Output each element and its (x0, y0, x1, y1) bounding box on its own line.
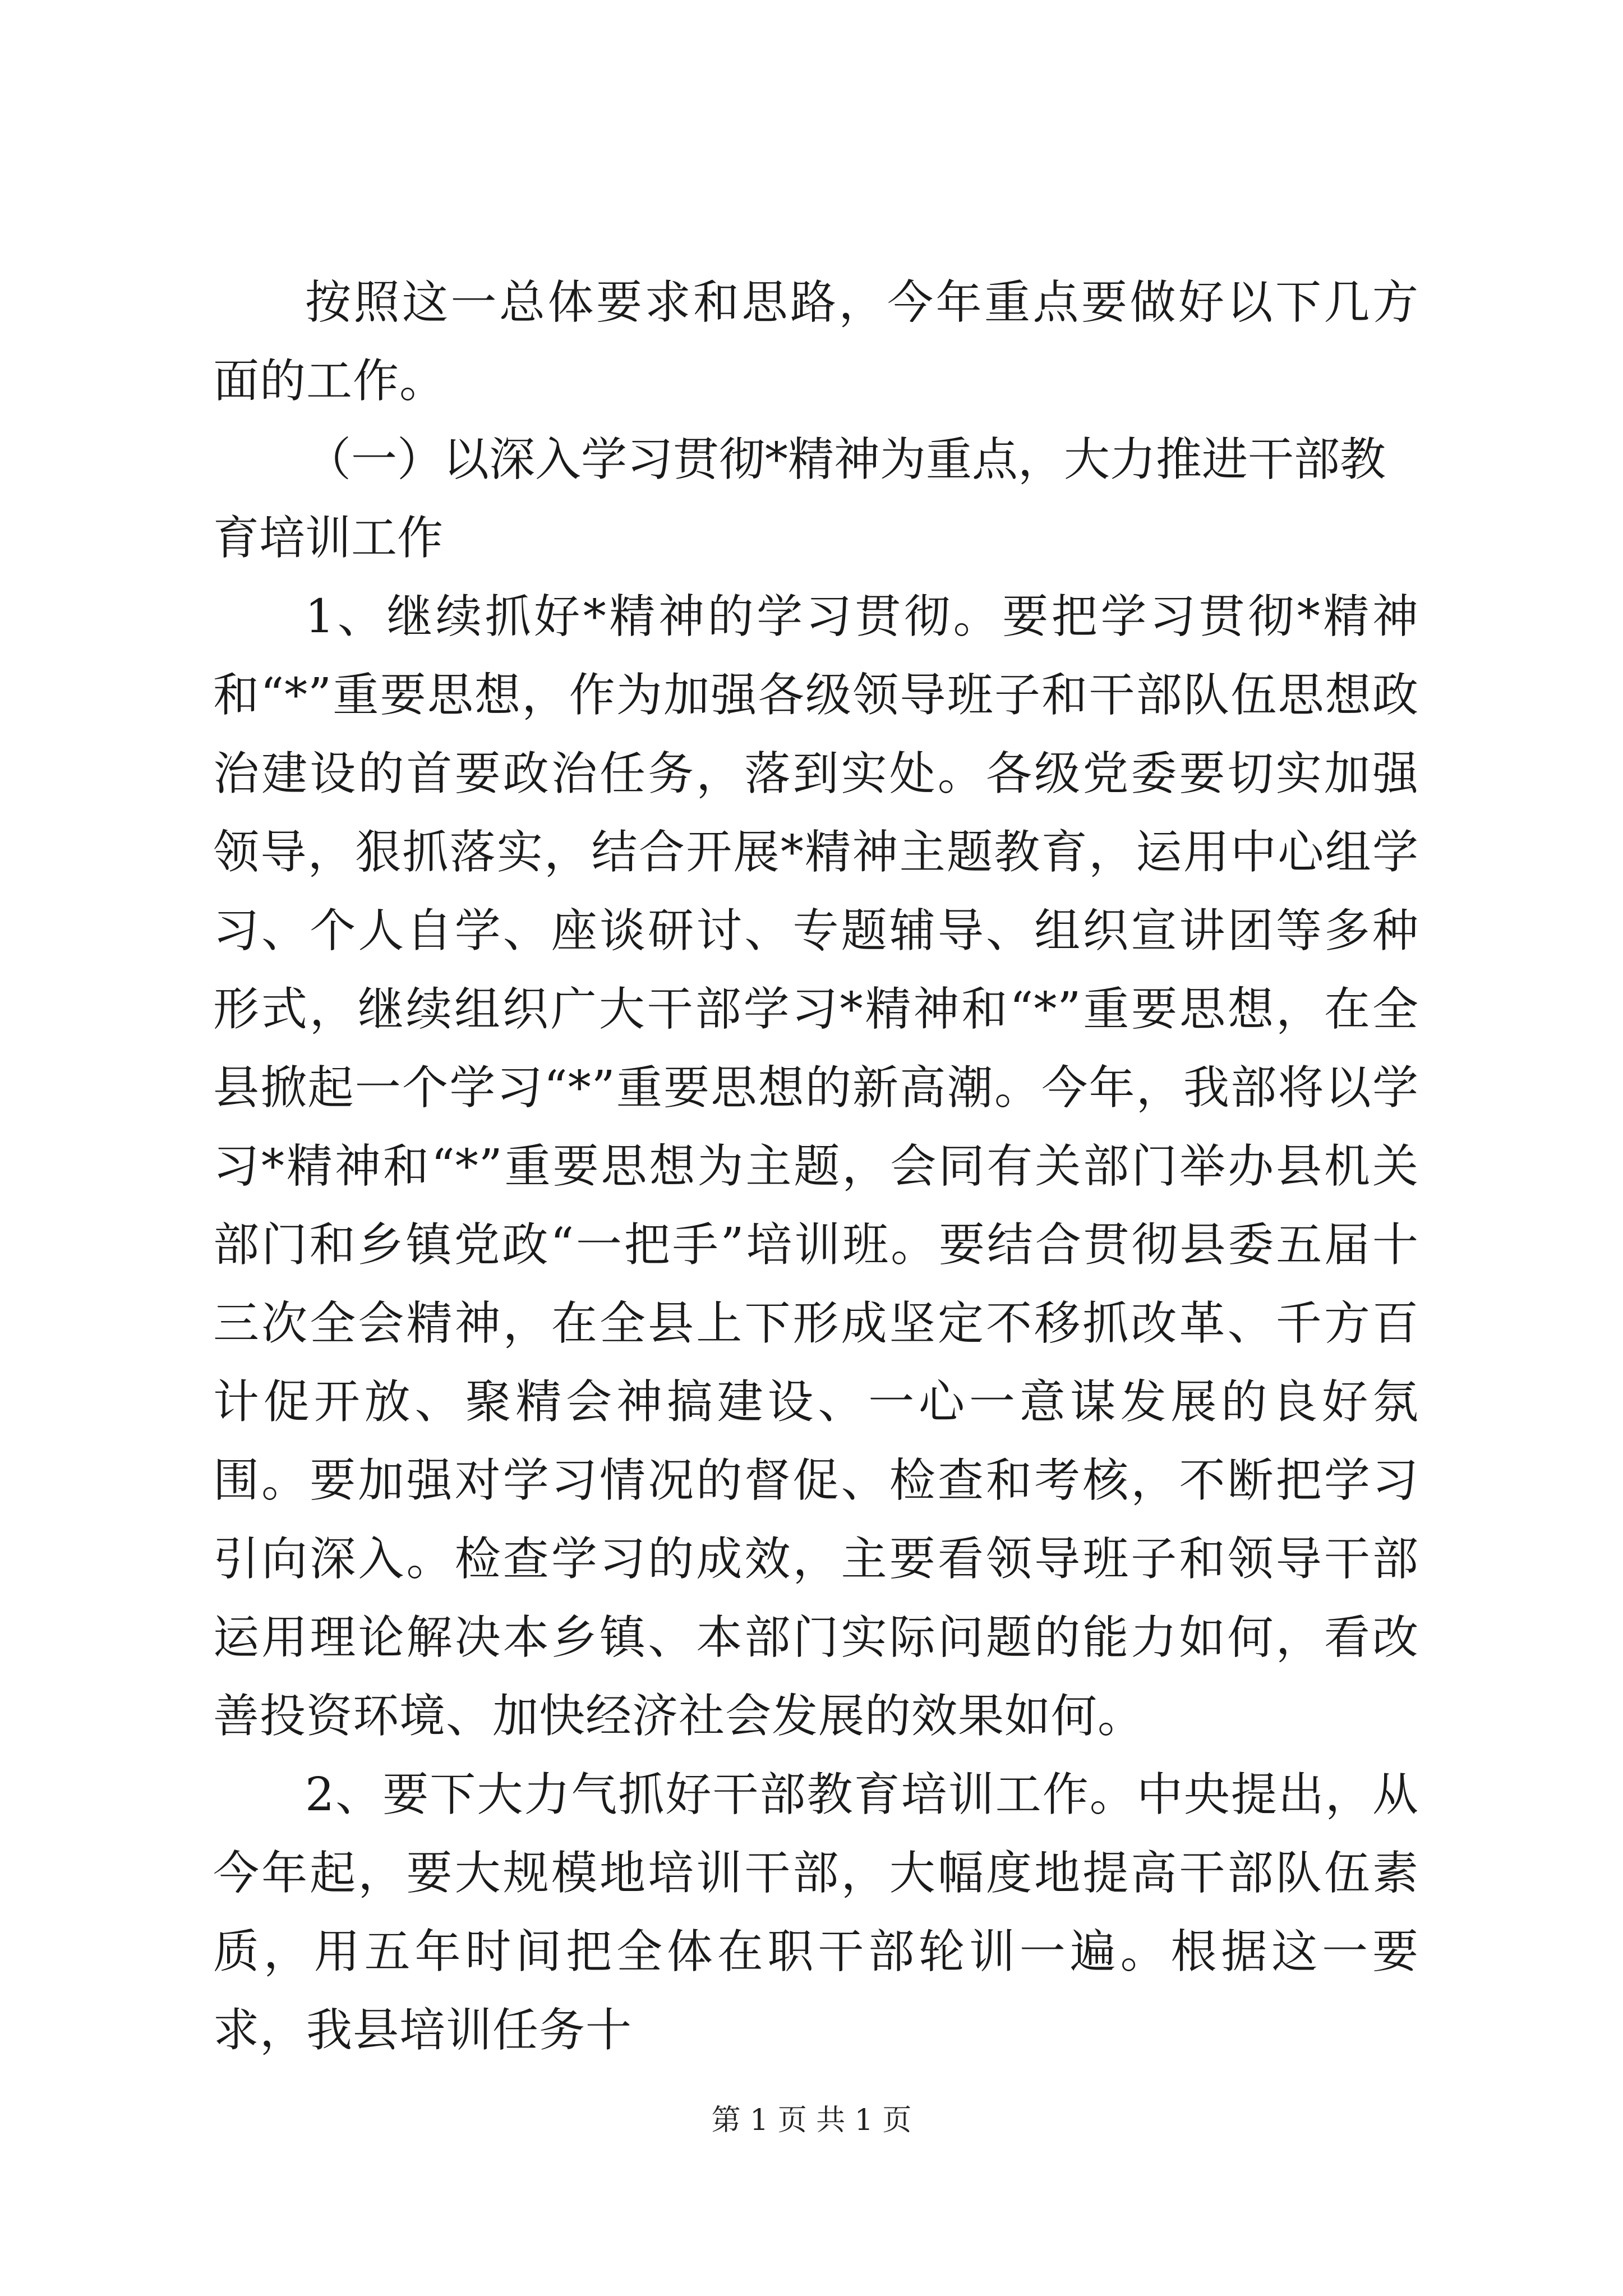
document-body (213, 264, 1419, 2070)
section-heading-1: （一）以深入学习贯彻*精神为重点，大力推进干部教育培训工作 (213, 433, 1386, 565)
paragraph-item-2: 2、要下大力气抓好干部教育培训工作。中央提出，从今年起，要大规模地培训干部，大幅度地提高干部队伍素质，用五年时间把全体在职干部轮训一遍。根据这一要求，我县培训任务十 (213, 1768, 1419, 2057)
paragraph-item-1: 1、继续抓好*精神的学习贯彻。要把学习贯彻*精神和“*”重要思想，作为加强各级领导班子和干部队伍思想政治建设的首要政治任务，落到实处。各级党委要切实加强领导，狠抓落实，结合开展*精神主题教育，运用中心组学习、个人自学、座谈研讨、专题辅导、组织宣讲团等多种形式，继续组织广大干部学习*精神和“*”重要思想，在全县掀起一个学习“*”重要思想的新高潮。今年，我部将以学习*精神和“*”重要思想为主题，会同有关部门举办县机关部门和乡镇党政“一把手”培训班。要结合贯彻县委五届十三次全会精神，在全县上下形成坚定不移抓改革、千方百计促开放、聚精会神搞建设、一心一意谋发展的良好氛围。要加强对学习情况的督促、检查和考核，不断把学习引向深入。检查学习的成效，主要看领导班子和领导干部运用理论解决本乡镇、本部门实际问题的能力如何，看改善投资环境、加快经济社会发展的效果如何。 (213, 590, 1419, 1743)
page-footer: 第 1 页 共 1 页 (711, 2104, 912, 2137)
paragraph-intro: 按照这一总体要求和思路，今年重点要做好以下几方面的工作。 (213, 276, 1419, 408)
